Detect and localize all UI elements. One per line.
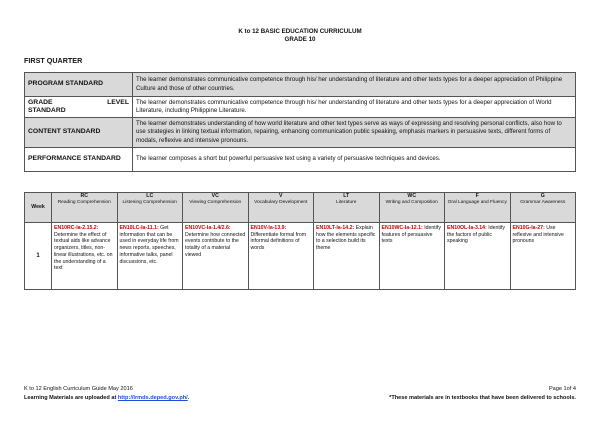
competency-code: EN10LC-Ia-11.1: — [119, 225, 159, 231]
grade-label-word: GRADE — [28, 98, 53, 106]
textbook-note: *These materials are in textbooks that have been delivered to schools. — [389, 395, 576, 401]
level-label-word: LEVEL — [107, 98, 129, 106]
content-standard-text: The learner demonstrates understanding of how world literature and other text types serve as ways of expressing and resolving personal conflicts, also how to use strategies in linking textual information, repairing, enhancing communication public speaking, emphasis markers in persuasive texts, different forms of modals, reflexive and intensive pronouns. — [133, 118, 576, 148]
grade-level-standard-label — [25, 97, 133, 118]
grade-level-standard-text: The learner demonstrates communicative competence through his/ her understanding of literature and other texts types for a deeper appreciation of World Literature, including Philippine Literature. — [133, 97, 576, 118]
competency-cell-wc — [379, 223, 445, 290]
competency-cell-lc — [117, 223, 183, 290]
competency-code: EN10VC-Ia-1.4/2.6: — [185, 225, 231, 231]
competency-code: EN10RC-Ia-2.15.2: — [54, 225, 99, 231]
week-1-row — [25, 223, 576, 290]
competency-cell-g — [510, 223, 576, 290]
competency-text: Use reflexive and intensive pronouns — [512, 225, 564, 245]
col-name: Writing and Composition — [385, 199, 438, 205]
col-code: VC — [211, 193, 219, 199]
competency-cell-v — [248, 223, 314, 290]
quarter-heading: FIRST QUARTER — [24, 56, 83, 65]
col-name: Grammar Awareness — [520, 199, 566, 205]
col-code: LC — [146, 193, 154, 199]
col-code: G — [540, 193, 545, 199]
col-name: Listening Comprehension — [122, 199, 177, 205]
learning-materials-suffix: . — [187, 395, 190, 401]
grade-title: GRADE 10 — [284, 36, 316, 43]
performance-standard-text: The learner composes a short but powerful persuasive text using a variety of persuasive techniques and devices. — [133, 148, 576, 172]
footer-line-2 — [24, 395, 576, 401]
content-standard-row — [25, 118, 576, 148]
week-number: 1 — [25, 223, 52, 290]
standards-table — [24, 72, 576, 172]
program-standard-row — [25, 73, 576, 97]
col-code: F — [475, 193, 479, 199]
competency-code: EN10OL-Ia-3.14: — [447, 225, 487, 231]
competency-code: EN10LT-Ia-14.2: — [316, 225, 355, 231]
col-code: RC — [80, 193, 88, 199]
competency-text: Determine how connected events contribute to the totality of a material viewed — [185, 231, 246, 258]
guide-reference: K to 12 English Curriculum Guide May 2016 — [24, 386, 133, 392]
col-name: Literature — [336, 199, 357, 205]
lrmds-link[interactable]: http://lrmds.deped.gov.ph/ — [117, 395, 188, 401]
grade-level-standard-row — [25, 97, 576, 118]
competency-cell-f — [445, 223, 511, 290]
col-header-wc — [379, 193, 445, 223]
competency-code: EN10WC-Ia-12.1: — [381, 225, 423, 231]
col-name: Oral Language and Fluency — [447, 199, 507, 205]
col-header-lc — [117, 193, 183, 223]
program-standard-label: PROGRAM STANDARD — [25, 73, 133, 97]
competency-cell-rc — [52, 223, 118, 290]
competency-code: EN10G-Ia-27: — [512, 225, 545, 231]
col-header-lt — [314, 193, 380, 223]
competency-cell-lt — [314, 223, 380, 290]
competency-text: Explain how the elements specific to a selection build its theme — [316, 225, 376, 252]
competency-text: Get information that can be used in everyday life from news reports, speeches, informative talks, panel discussions, etc. — [119, 225, 179, 265]
content-standard-label: CONTENT STANDARD — [25, 118, 133, 148]
curriculum-title: K to 12 BASIC EDUCATION CURRICULUM — [238, 28, 362, 35]
competency-text: Differentiate formal from informal definitions of words — [250, 231, 307, 252]
competency-cell-vc — [183, 223, 249, 290]
competency-text: Identify the factors of public speaking — [447, 225, 505, 245]
competency-header-row — [25, 193, 576, 223]
col-code: V — [279, 193, 283, 199]
standard-label-word: STANDARD — [28, 107, 66, 114]
week-header: Week — [25, 193, 52, 223]
learning-materials-text: Learning Materials are uploaded at — [24, 395, 117, 401]
col-name: Viewing Comprehension — [189, 199, 242, 205]
program-standard-text: The learner demonstrates communicative competence through his/ her understanding of literature and other texts types for a deeper appreciation of Philippine Culture and those of other countries. — [133, 73, 576, 97]
competency-code: EN10V-Ia-13.9: — [250, 225, 287, 231]
page-number: Page 1of 4 — [548, 386, 576, 392]
col-code: LT — [343, 193, 350, 199]
col-code: WC — [407, 193, 417, 199]
competency-text: Determine the effect of textual aids like advance organizers, titles, non-linear illustrations, etc. on the understanding of a text — [54, 231, 113, 272]
col-header-rc — [52, 193, 118, 223]
col-name: Reading Comprehension — [57, 199, 111, 205]
competency-table — [24, 192, 576, 290]
col-header-g — [510, 193, 576, 223]
col-header-vc — [183, 193, 249, 223]
col-header-f — [445, 193, 511, 223]
document-title — [0, 28, 600, 44]
col-name: Vocabulary Development — [254, 199, 308, 205]
performance-standard-row — [25, 148, 576, 172]
col-header-v — [248, 193, 314, 223]
footer-line-1 — [24, 386, 576, 392]
competency-text: Identify features of persuasive texts — [381, 225, 441, 245]
performance-standard-label: PERFORMANCE STANDARD — [25, 148, 133, 172]
